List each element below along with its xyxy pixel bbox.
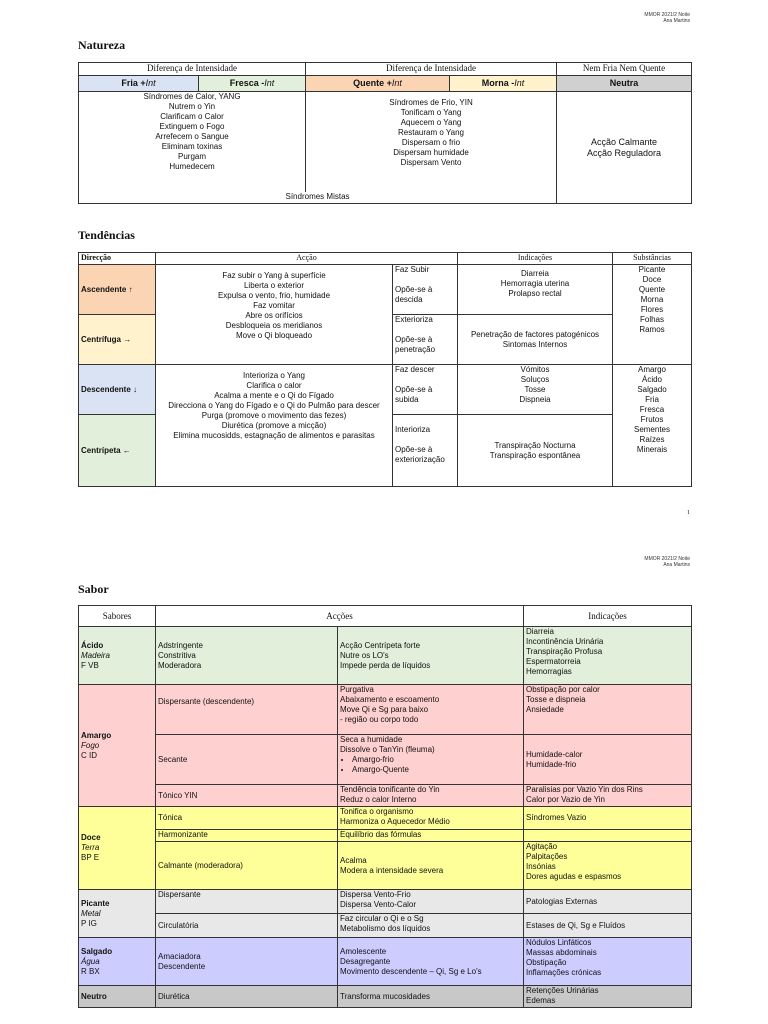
cell-fria: Fria +Int	[79, 76, 199, 92]
sabor-title: Sabor	[78, 582, 109, 596]
amargo-secante: Secante	[156, 735, 338, 785]
header-substancias: Substâncias	[613, 253, 692, 265]
cell-fresca: Fresca -Int	[199, 76, 306, 92]
amargo-secante-actions: Seca a humidade Dissolve o TanYin (fleuma) • Amargo-frio • Amargo-Quente	[338, 735, 524, 785]
doce-tonica-ind: Síndromes Vazio	[524, 807, 692, 830]
salgado-actions-1: Amaciadora Descendente	[156, 938, 338, 986]
doce-calmante-actions: Acalma Modera a intensidade severa	[338, 842, 524, 890]
header-accao: Acção	[156, 253, 458, 265]
header-author: Ana Martins	[663, 562, 690, 568]
down-actions: Interioriza o Yang Clarifica o calor Acalma a mente e o Qi do Fígado Direcciona o Yang do Fígado e o Qi do Pulmão para descer Purga (promove o movimento das fezes) Diurética (promove a micção) Elimina mucosidds, estagnação de alimentos e parasitas	[156, 365, 393, 487]
cold-indications: Síndromes de Calor, YANG Nutrem o Yin Clarificam o Calor Extinguem o Fogo Arrefecem o Sangue Eliminam toxinas Purgam Humedecem	[79, 92, 306, 192]
header-sabores: Sabores	[79, 606, 156, 627]
amargo-dispersante-ind: Obstipação por calor Tosse e dispneia Ansiedade	[524, 685, 692, 735]
acido-actions-2: Acção Centrípeta forte Nutre os LO's Impede perda de líquidos	[338, 627, 524, 685]
amargo-tonico-actions: Tendência tonificante do Yin Reduz o calor Interno	[338, 785, 524, 807]
natureza-title: Natureza	[78, 38, 126, 52]
header-neutral: Nem Fria Nem Quente	[557, 63, 692, 76]
amargo-secante-ind: Humidade-calor Humidade-frio	[524, 735, 692, 785]
sabor-amargo: Amargo Fogo C ID	[79, 685, 156, 807]
amargo-tonico-ind: Paralisias por Vazio Yin dos Rins Calor por Vazio de Yin	[524, 785, 692, 807]
doce-tonica-actions: Tonifica o organismo Harmoniza o Aquecedor Médio	[338, 807, 524, 830]
neutral-actions: Acção Calmante Acção Reguladora	[557, 92, 692, 204]
up-actions: Faz subir o Yang à superfície Liberta o exterior Expulsa o vento, frio, humidade Faz vomitar Abre os orifícios Desbloqueia os meridianos Move o Qi bloqueado	[156, 265, 393, 365]
page-header-1	[644, 12, 690, 24]
picante-dispersante-ind: Patologias Externas	[524, 890, 692, 914]
ind-centripeta: Transpiração Nocturna Transpiração espontânea	[458, 415, 613, 487]
picante-dispersante: Dispersante	[156, 890, 338, 914]
subs-down: Amargo Ácido Salgado Fria Fresca Frutos Sementes Raízes Minerais	[613, 365, 692, 487]
picante-circulatoria-actions: Faz circular o Qi e o Sg Metabolismo dos líquidos	[338, 914, 524, 938]
doce-calmante: Calmante (moderadora)	[156, 842, 338, 890]
doce-harmonizante-actions: Equilíbrio das fórmulas	[338, 830, 524, 842]
amargo-tonico: Tónico YIN	[156, 785, 338, 807]
header-indicacoes: Indicações	[458, 253, 613, 265]
page-number: 1	[687, 510, 690, 516]
acido-actions-1: Adstringente Constritiva Moderadora	[156, 627, 338, 685]
sabor-table	[78, 605, 692, 1008]
hot-indications: Síndromes de Frio, YIN Tonificam o Yang Aquecem o Yang Restauram o Yang Dispersam o frio Dispersam humidade Dispersam Vento	[306, 92, 557, 192]
header-intensity-hot: Diferença de Intensidade	[306, 63, 557, 76]
header-direccao: Direcção	[79, 253, 156, 265]
header-course: MMOR 2021/2 Noite	[644, 556, 690, 562]
picante-circulatoria-ind: Estases de Qi, Sg e Fluídos	[524, 914, 692, 938]
sabor-acido: Ácido Madeira F VB	[79, 627, 156, 685]
cell-neutra: Neutra	[557, 76, 692, 92]
dir-descendente: Descendente ↓	[79, 365, 156, 415]
doce-harmonizante: Harmonizante	[156, 830, 338, 842]
header-author: Ana Martins	[663, 18, 690, 24]
natureza-table	[78, 62, 692, 204]
dir-centrifuga: Centrífuga →	[79, 315, 156, 365]
ind-ascendente: Diarreia Hemorragia uterina Prolapso rectal	[458, 265, 613, 315]
doce-tonica: Tónica	[156, 807, 338, 830]
header-course: MMOR 2021/2 Noite	[644, 12, 690, 18]
tendencias-title: Tendências	[78, 228, 135, 242]
ind-centrifuga: Penetração de factores patogénicos Sintomas Internos	[458, 315, 613, 365]
picante-dispersante-actions: Dispersa Vento-Frio Dispersa Vento-Calor	[338, 890, 524, 914]
sabor-doce: Doce Terra BP E	[79, 807, 156, 890]
cell-morna: Morna -Int	[450, 76, 557, 92]
header-intensity-cold: Diferença de Intensidade	[79, 63, 306, 76]
acido-indications: Diarreia Incontinência Urinária Transpiração Profusa Espermatorreia Hemorragias	[524, 627, 692, 685]
header-indicacoes: Indicações	[524, 606, 692, 627]
neutro-actions-1: Diurética	[156, 986, 338, 1008]
doce-harmonizante-ind	[524, 830, 692, 842]
cell-exterioriza: Exterioriza Opõe-se à penetração	[393, 315, 458, 365]
amargo-dispersante-actions: Purgativa Abaixamento e escoamento Move Qi e Sg para baixo - região ou corpo todo	[338, 685, 524, 735]
sabor-neutro: Neutro	[79, 986, 156, 1008]
subs-up: Picante Doce Quente Morna Flores Folhas Ramos	[613, 265, 692, 365]
sabor-picante: Picante Metal P IG	[79, 890, 156, 938]
doce-calmante-ind: Agitação Palpitações Insónias Dores agudas e espasmos	[524, 842, 692, 890]
salgado-indications: Nódulos Linfáticos Massas abdominais Obstipação Inflamações crónicas	[524, 938, 692, 986]
ind-descendente: Vómitos Soluços Tosse Dispneia	[458, 365, 613, 415]
amargo-dispersante: Dispersante (descendente)	[156, 685, 338, 735]
cell-interioriza: Interioriza Opõe-se à exteriorização	[393, 415, 458, 487]
cell-faz-subir: Faz Subir Opõe-se à descida	[393, 265, 458, 315]
dir-ascendente: Ascendente ↑	[79, 265, 156, 315]
neutro-actions-2: Transforma mucosidades	[338, 986, 524, 1008]
neutro-indications: Retenções Urinárias Edemas	[524, 986, 692, 1008]
mixed-syndromes: Síndromes Mistas	[79, 192, 557, 204]
tendencias-table	[78, 252, 692, 487]
cell-faz-descer: Faz descer Opõe-se à subida	[393, 365, 458, 415]
sabor-salgado: Salgado Água R BX	[79, 938, 156, 986]
dir-centripeta: Centrípeta ←	[79, 415, 156, 487]
cell-quente: Quente +Int	[306, 76, 450, 92]
salgado-actions-2: Amolescente Desagregante Movimento descendente – Qi, Sg e Lo's	[338, 938, 524, 986]
page-header-2	[644, 556, 690, 568]
header-accoes: Acções	[156, 606, 524, 627]
picante-circulatoria: Circulatória	[156, 914, 338, 938]
